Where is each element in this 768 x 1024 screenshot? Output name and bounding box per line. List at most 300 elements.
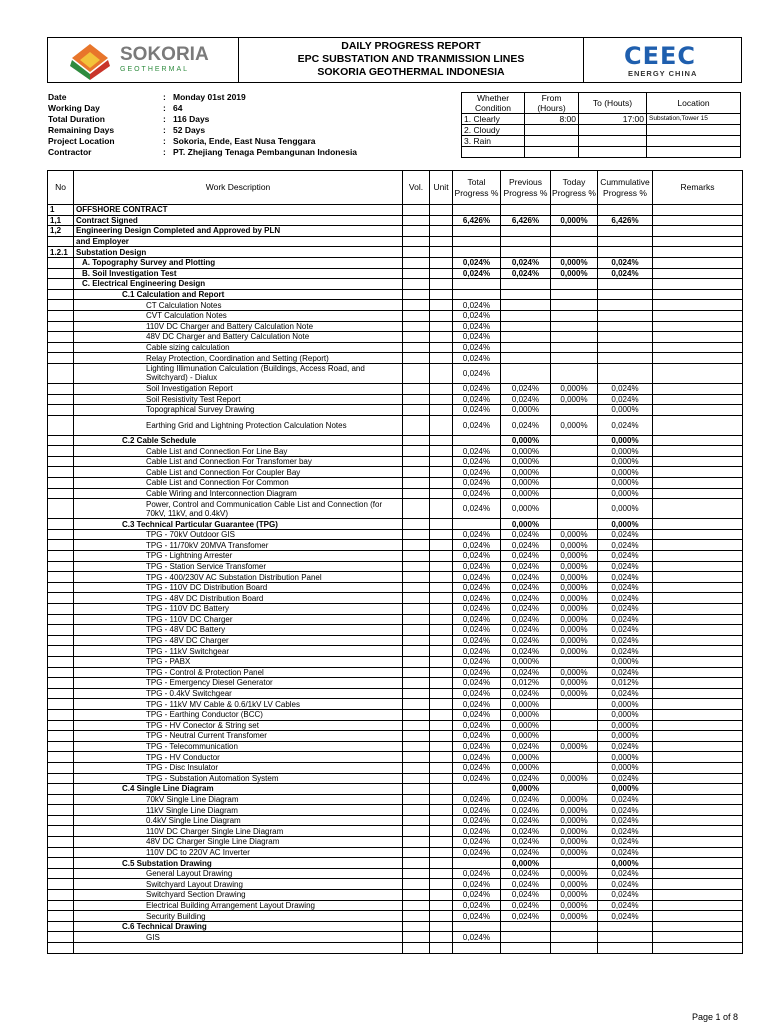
row-previous-progress: 0,024% xyxy=(501,604,551,615)
row-no xyxy=(48,446,74,457)
row-total-progress: 0,024% xyxy=(453,593,501,604)
row-cumulative-progress: 0,024% xyxy=(598,582,653,593)
report-header xyxy=(47,37,742,83)
row-remarks xyxy=(653,268,743,279)
weather-from: 8:00 xyxy=(525,114,579,125)
sokoria-wordmark: SOKORIA xyxy=(120,44,209,65)
row-unit xyxy=(430,688,453,699)
row-previous-progress: 0,024% xyxy=(501,837,551,848)
row-description: C.4 Single Line Diagram xyxy=(74,784,403,795)
row-today-progress xyxy=(551,656,598,667)
row-previous-progress: 0,024% xyxy=(501,667,551,678)
row-today-progress xyxy=(551,321,598,332)
row-today-progress: 0,000% xyxy=(551,805,598,816)
row-no xyxy=(48,837,74,848)
info-label: Remaining Days xyxy=(48,125,115,135)
row-vol xyxy=(403,604,430,615)
row-remarks xyxy=(653,604,743,615)
row-remarks xyxy=(653,321,743,332)
row-previous-progress: 0,024% xyxy=(501,826,551,837)
row-remarks xyxy=(653,667,743,678)
row-vol xyxy=(403,858,430,869)
title-line-3: SOKORIA GEOTHERMAL INDONESIA xyxy=(317,66,505,78)
info-row xyxy=(48,147,357,158)
row-unit xyxy=(430,752,453,763)
row-no xyxy=(48,720,74,731)
info-colon: : xyxy=(163,147,166,157)
row-remarks xyxy=(653,215,743,226)
row-total-progress: 0,024% xyxy=(453,656,501,667)
row-description: CT Calculation Notes xyxy=(74,300,403,311)
row-cumulative-progress: 0,024% xyxy=(598,805,653,816)
row-previous-progress: 0,024% xyxy=(501,572,551,583)
row-remarks xyxy=(653,342,743,353)
row-cumulative-progress: 0,000% xyxy=(598,731,653,742)
row-remarks xyxy=(653,921,743,932)
row-vol xyxy=(403,478,430,489)
row-remarks xyxy=(653,709,743,720)
table-row xyxy=(48,236,743,247)
row-cumulative-progress xyxy=(598,279,653,290)
table-row xyxy=(48,446,743,457)
row-previous-progress: 0,000% xyxy=(501,405,551,416)
row-remarks xyxy=(653,635,743,646)
row-today-progress xyxy=(551,363,598,383)
row-cumulative-progress: 0,024% xyxy=(598,593,653,604)
row-description: Soil Investigation Report xyxy=(74,383,403,394)
row-previous-progress: 0,024% xyxy=(501,805,551,816)
row-description xyxy=(74,943,403,954)
row-total-progress: 0,024% xyxy=(453,614,501,625)
table-row xyxy=(48,405,743,416)
row-vol xyxy=(403,678,430,689)
row-description: OFFSHORE CONTRACT xyxy=(74,205,403,216)
row-total-progress: 0,024% xyxy=(453,499,501,519)
row-description: Cable Wiring and Interconnection Diagram xyxy=(74,488,403,499)
table-row xyxy=(48,826,743,837)
info-row xyxy=(48,125,357,136)
row-description: TPG - Neutral Current Transfomer xyxy=(74,731,403,742)
row-description: Contract Signed xyxy=(74,215,403,226)
row-cumulative-progress: 0,024% xyxy=(598,646,653,657)
row-no xyxy=(48,268,74,279)
row-today-progress: 0,000% xyxy=(551,879,598,890)
info-colon: : xyxy=(163,125,166,135)
row-total-progress: 0,024% xyxy=(453,342,501,353)
row-today-progress xyxy=(551,279,598,290)
row-remarks xyxy=(653,279,743,290)
row-previous-progress: 0,024% xyxy=(501,614,551,625)
row-today-progress: 0,000% xyxy=(551,551,598,562)
row-description: TPG - Telecommunication xyxy=(74,741,403,752)
row-vol xyxy=(403,773,430,784)
row-vol xyxy=(403,646,430,657)
row-total-progress: 0,024% xyxy=(453,868,501,879)
row-description: and Employer xyxy=(74,236,403,247)
row-no: 1 xyxy=(48,205,74,216)
row-remarks xyxy=(653,720,743,731)
weather-table xyxy=(461,92,741,158)
row-unit xyxy=(430,226,453,237)
table-row xyxy=(48,868,743,879)
info-row xyxy=(48,103,357,114)
col-today-progress: Today Progress % xyxy=(551,171,598,205)
row-cumulative-progress: 0,024% xyxy=(598,394,653,405)
weather-from xyxy=(525,147,579,158)
weather-condition: 1. Clearly xyxy=(462,114,525,125)
row-description: TPG - 110V DC Distribution Board xyxy=(74,582,403,593)
row-no xyxy=(48,625,74,636)
table-row xyxy=(48,394,743,405)
row-remarks xyxy=(653,731,743,742)
row-no xyxy=(48,911,74,922)
row-cumulative-progress: 0,000% xyxy=(598,478,653,489)
row-cumulative-progress: 0,000% xyxy=(598,519,653,530)
row-remarks xyxy=(653,900,743,911)
table-row xyxy=(48,226,743,237)
info-label: Working Day xyxy=(48,103,100,113)
row-description: C. Electrical Engineering Design xyxy=(74,279,403,290)
row-unit xyxy=(430,678,453,689)
row-remarks xyxy=(653,519,743,530)
row-vol xyxy=(403,332,430,343)
row-total-progress: 0,024% xyxy=(453,415,501,435)
row-total-progress: 0,024% xyxy=(453,678,501,689)
row-unit xyxy=(430,540,453,551)
row-description: C.6 Technical Drawing xyxy=(74,921,403,932)
row-unit xyxy=(430,604,453,615)
row-description: Cable List and Connection For Coupler Bay xyxy=(74,467,403,478)
row-today-progress: 0,000% xyxy=(551,837,598,848)
row-remarks xyxy=(653,435,743,446)
row-description: TPG - Disc Insulator xyxy=(74,762,403,773)
row-vol xyxy=(403,709,430,720)
info-label: Project Location xyxy=(48,136,115,146)
row-description: 110V DC Charger Single Line Diagram xyxy=(74,826,403,837)
row-cumulative-progress: 0,000% xyxy=(598,488,653,499)
row-previous-progress: 0,000% xyxy=(501,784,551,795)
row-today-progress xyxy=(551,226,598,237)
row-cumulative-progress: 0,000% xyxy=(598,709,653,720)
row-description: C.1 Calculation and Report xyxy=(74,289,403,300)
row-remarks xyxy=(653,826,743,837)
row-unit xyxy=(430,236,453,247)
row-cumulative-progress: 0,024% xyxy=(598,561,653,572)
row-total-progress: 0,024% xyxy=(453,551,501,562)
row-today-progress: 0,000% xyxy=(551,604,598,615)
row-cumulative-progress: 0,024% xyxy=(598,890,653,901)
row-vol xyxy=(403,879,430,890)
info-row xyxy=(48,114,357,125)
row-vol xyxy=(403,519,430,530)
progress-table xyxy=(47,170,743,954)
row-description: Cable List and Connection For Transfomer bay xyxy=(74,456,403,467)
row-no xyxy=(48,709,74,720)
row-no xyxy=(48,921,74,932)
row-cumulative-progress xyxy=(598,943,653,954)
row-no xyxy=(48,815,74,826)
weather-location xyxy=(647,136,741,147)
row-total-progress xyxy=(453,247,501,258)
row-previous-progress: 0,024% xyxy=(501,773,551,784)
row-description: TPG - 11kV Switchgear xyxy=(74,646,403,657)
row-vol xyxy=(403,731,430,742)
row-description: TPG - 400/230V AC Substation Distribution Panel xyxy=(74,572,403,583)
row-previous-progress: 0,024% xyxy=(501,415,551,435)
row-no xyxy=(48,762,74,773)
row-today-progress: 0,000% xyxy=(551,635,598,646)
row-total-progress: 0,024% xyxy=(453,646,501,657)
row-remarks xyxy=(653,625,743,636)
row-remarks xyxy=(653,890,743,901)
row-vol xyxy=(403,394,430,405)
ceec-wordmark: CEEC xyxy=(624,42,697,70)
row-no xyxy=(48,890,74,901)
row-total-progress: 0,024% xyxy=(453,731,501,742)
row-cumulative-progress: 0,024% xyxy=(598,879,653,890)
row-remarks xyxy=(653,582,743,593)
info-value: PT. Zhejiang Tenaga Pembangunan Indonesia xyxy=(173,147,358,157)
row-unit xyxy=(430,762,453,773)
table-row xyxy=(48,488,743,499)
row-unit xyxy=(430,405,453,416)
table-row xyxy=(48,752,743,763)
row-today-progress: 0,000% xyxy=(551,646,598,657)
row-unit xyxy=(430,858,453,869)
row-remarks xyxy=(653,405,743,416)
row-previous-progress: 0,024% xyxy=(501,582,551,593)
row-previous-progress: 0,000% xyxy=(501,720,551,731)
row-vol xyxy=(403,826,430,837)
table-row xyxy=(48,353,743,364)
row-today-progress: 0,000% xyxy=(551,540,598,551)
row-description: 0.4kV Single Line Diagram xyxy=(74,815,403,826)
table-row xyxy=(48,257,743,268)
row-cumulative-progress: 0,024% xyxy=(598,773,653,784)
row-no xyxy=(48,731,74,742)
table-row xyxy=(48,667,743,678)
row-no xyxy=(48,614,74,625)
col-previous-progress: Previous Progress % xyxy=(501,171,551,205)
row-unit xyxy=(430,300,453,311)
row-vol xyxy=(403,247,430,258)
row-previous-progress: 0,000% xyxy=(501,499,551,519)
row-no xyxy=(48,467,74,478)
row-vol xyxy=(403,837,430,848)
table-row xyxy=(48,383,743,394)
row-description: Cable List and Connection For Line Bay xyxy=(74,446,403,457)
weather-condition: 2. Cloudy xyxy=(462,125,525,136)
row-remarks xyxy=(653,540,743,551)
row-cumulative-progress: 0,024% xyxy=(598,868,653,879)
table-row xyxy=(48,342,743,353)
row-remarks xyxy=(653,794,743,805)
row-remarks xyxy=(653,773,743,784)
row-today-progress xyxy=(551,720,598,731)
sokoria-subtitle: GEOTHERMAL xyxy=(120,66,190,73)
row-no xyxy=(48,943,74,954)
row-cumulative-progress: 0,000% xyxy=(598,446,653,457)
row-today-progress xyxy=(551,943,598,954)
row-previous-progress: 0,024% xyxy=(501,646,551,657)
table-row xyxy=(48,572,743,583)
row-previous-progress: 6,426% xyxy=(501,215,551,226)
table-row xyxy=(48,247,743,258)
row-remarks xyxy=(653,226,743,237)
row-no xyxy=(48,805,74,816)
row-unit xyxy=(430,467,453,478)
row-no xyxy=(48,383,74,394)
row-cumulative-progress xyxy=(598,247,653,258)
row-unit xyxy=(430,593,453,604)
row-previous-progress: 0,024% xyxy=(501,794,551,805)
row-vol xyxy=(403,499,430,519)
row-unit xyxy=(430,709,453,720)
row-remarks xyxy=(653,932,743,943)
row-previous-progress xyxy=(501,236,551,247)
row-description: C.5 Substation Drawing xyxy=(74,858,403,869)
row-no: 1.2.1 xyxy=(48,247,74,258)
row-total-progress xyxy=(453,289,501,300)
row-vol xyxy=(403,932,430,943)
row-unit xyxy=(430,363,453,383)
row-no xyxy=(48,279,74,290)
row-previous-progress xyxy=(501,300,551,311)
row-no xyxy=(48,499,74,519)
row-unit xyxy=(430,205,453,216)
row-cumulative-progress: 0,024% xyxy=(598,614,653,625)
row-total-progress: 0,024% xyxy=(453,815,501,826)
row-description: TPG - 0.4kV Switchgear xyxy=(74,688,403,699)
row-today-progress xyxy=(551,342,598,353)
row-no xyxy=(48,667,74,678)
from-hours-header: From (Hours) xyxy=(525,93,579,114)
weather-from xyxy=(525,136,579,147)
row-unit xyxy=(430,921,453,932)
row-description: TPG - 11kV MV Cable & 0.6/1kV LV Cables xyxy=(74,699,403,710)
weather-row xyxy=(462,114,741,125)
row-cumulative-progress: 0,024% xyxy=(598,741,653,752)
row-vol xyxy=(403,446,430,457)
weather-to: 17:00 xyxy=(579,114,647,125)
row-description: TPG - 11/70kV 20MVA Transfomer xyxy=(74,540,403,551)
info-colon: : xyxy=(163,103,166,113)
location-header: Location xyxy=(647,93,741,114)
row-today-progress: 0,000% xyxy=(551,257,598,268)
row-unit xyxy=(430,257,453,268)
row-unit xyxy=(430,815,453,826)
row-cumulative-progress: 0,024% xyxy=(598,826,653,837)
row-unit xyxy=(430,879,453,890)
row-no xyxy=(48,488,74,499)
row-previous-progress: 0,000% xyxy=(501,478,551,489)
row-unit xyxy=(430,561,453,572)
row-description: Power, Control and Communication Cable List and Connection (for 70kV, 11kV, and 0.4kV) xyxy=(74,499,403,519)
row-unit xyxy=(430,519,453,530)
row-total-progress: 0,024% xyxy=(453,667,501,678)
row-no xyxy=(48,879,74,890)
row-cumulative-progress: 0,000% xyxy=(598,499,653,519)
row-today-progress xyxy=(551,456,598,467)
row-remarks xyxy=(653,310,743,321)
row-cumulative-progress: 6,426% xyxy=(598,215,653,226)
table-row xyxy=(48,625,743,636)
row-cumulative-progress: 0,000% xyxy=(598,435,653,446)
row-cumulative-progress xyxy=(598,310,653,321)
info-value: Monday 01st 2019 xyxy=(173,92,246,102)
row-unit xyxy=(430,353,453,364)
row-today-progress: 0,000% xyxy=(551,215,598,226)
row-no xyxy=(48,519,74,530)
row-unit xyxy=(430,551,453,562)
row-cumulative-progress: 0,024% xyxy=(598,415,653,435)
row-total-progress: 0,024% xyxy=(453,363,501,383)
row-today-progress: 0,000% xyxy=(551,847,598,858)
row-today-progress: 0,000% xyxy=(551,572,598,583)
table-row xyxy=(48,593,743,604)
row-total-progress xyxy=(453,858,501,869)
row-no xyxy=(48,478,74,489)
row-cumulative-progress: 0,000% xyxy=(598,858,653,869)
row-previous-progress: 0,000% xyxy=(501,435,551,446)
row-today-progress xyxy=(551,467,598,478)
table-row xyxy=(48,646,743,657)
row-no xyxy=(48,593,74,604)
row-today-progress: 0,000% xyxy=(551,593,598,604)
report-title xyxy=(239,38,584,82)
row-total-progress: 0,024% xyxy=(453,572,501,583)
row-remarks xyxy=(653,805,743,816)
row-remarks xyxy=(653,868,743,879)
row-total-progress: 0,024% xyxy=(453,762,501,773)
row-no xyxy=(48,858,74,869)
row-vol xyxy=(403,540,430,551)
row-today-progress: 0,000% xyxy=(551,582,598,593)
table-row xyxy=(48,911,743,922)
row-no xyxy=(48,604,74,615)
row-cumulative-progress: 0,024% xyxy=(598,540,653,551)
row-total-progress: 0,024% xyxy=(453,635,501,646)
row-previous-progress xyxy=(501,321,551,332)
row-remarks xyxy=(653,446,743,457)
row-description: TPG - Substation Automation System xyxy=(74,773,403,784)
info-value: 52 Days xyxy=(173,125,206,135)
row-today-progress xyxy=(551,921,598,932)
row-vol xyxy=(403,342,430,353)
row-today-progress xyxy=(551,332,598,343)
row-unit xyxy=(430,215,453,226)
row-description: 110V DC Charger and Battery Calculation Note xyxy=(74,321,403,332)
row-previous-progress: 0,024% xyxy=(501,868,551,879)
to-hours-header: To (Houts) xyxy=(579,93,647,114)
row-unit xyxy=(430,446,453,457)
row-vol xyxy=(403,321,430,332)
row-total-progress xyxy=(453,205,501,216)
row-previous-progress: 0,024% xyxy=(501,551,551,562)
row-vol xyxy=(403,467,430,478)
table-row xyxy=(48,614,743,625)
row-total-progress: 0,024% xyxy=(453,467,501,478)
row-total-progress: 0,024% xyxy=(453,405,501,416)
row-remarks xyxy=(653,394,743,405)
info-colon: : xyxy=(163,136,166,146)
row-today-progress xyxy=(551,289,598,300)
row-vol xyxy=(403,456,430,467)
row-description: A. Topography Survey and Plotting xyxy=(74,257,403,268)
weather-location xyxy=(647,125,741,136)
row-total-progress: 0,024% xyxy=(453,752,501,763)
row-no xyxy=(48,773,74,784)
